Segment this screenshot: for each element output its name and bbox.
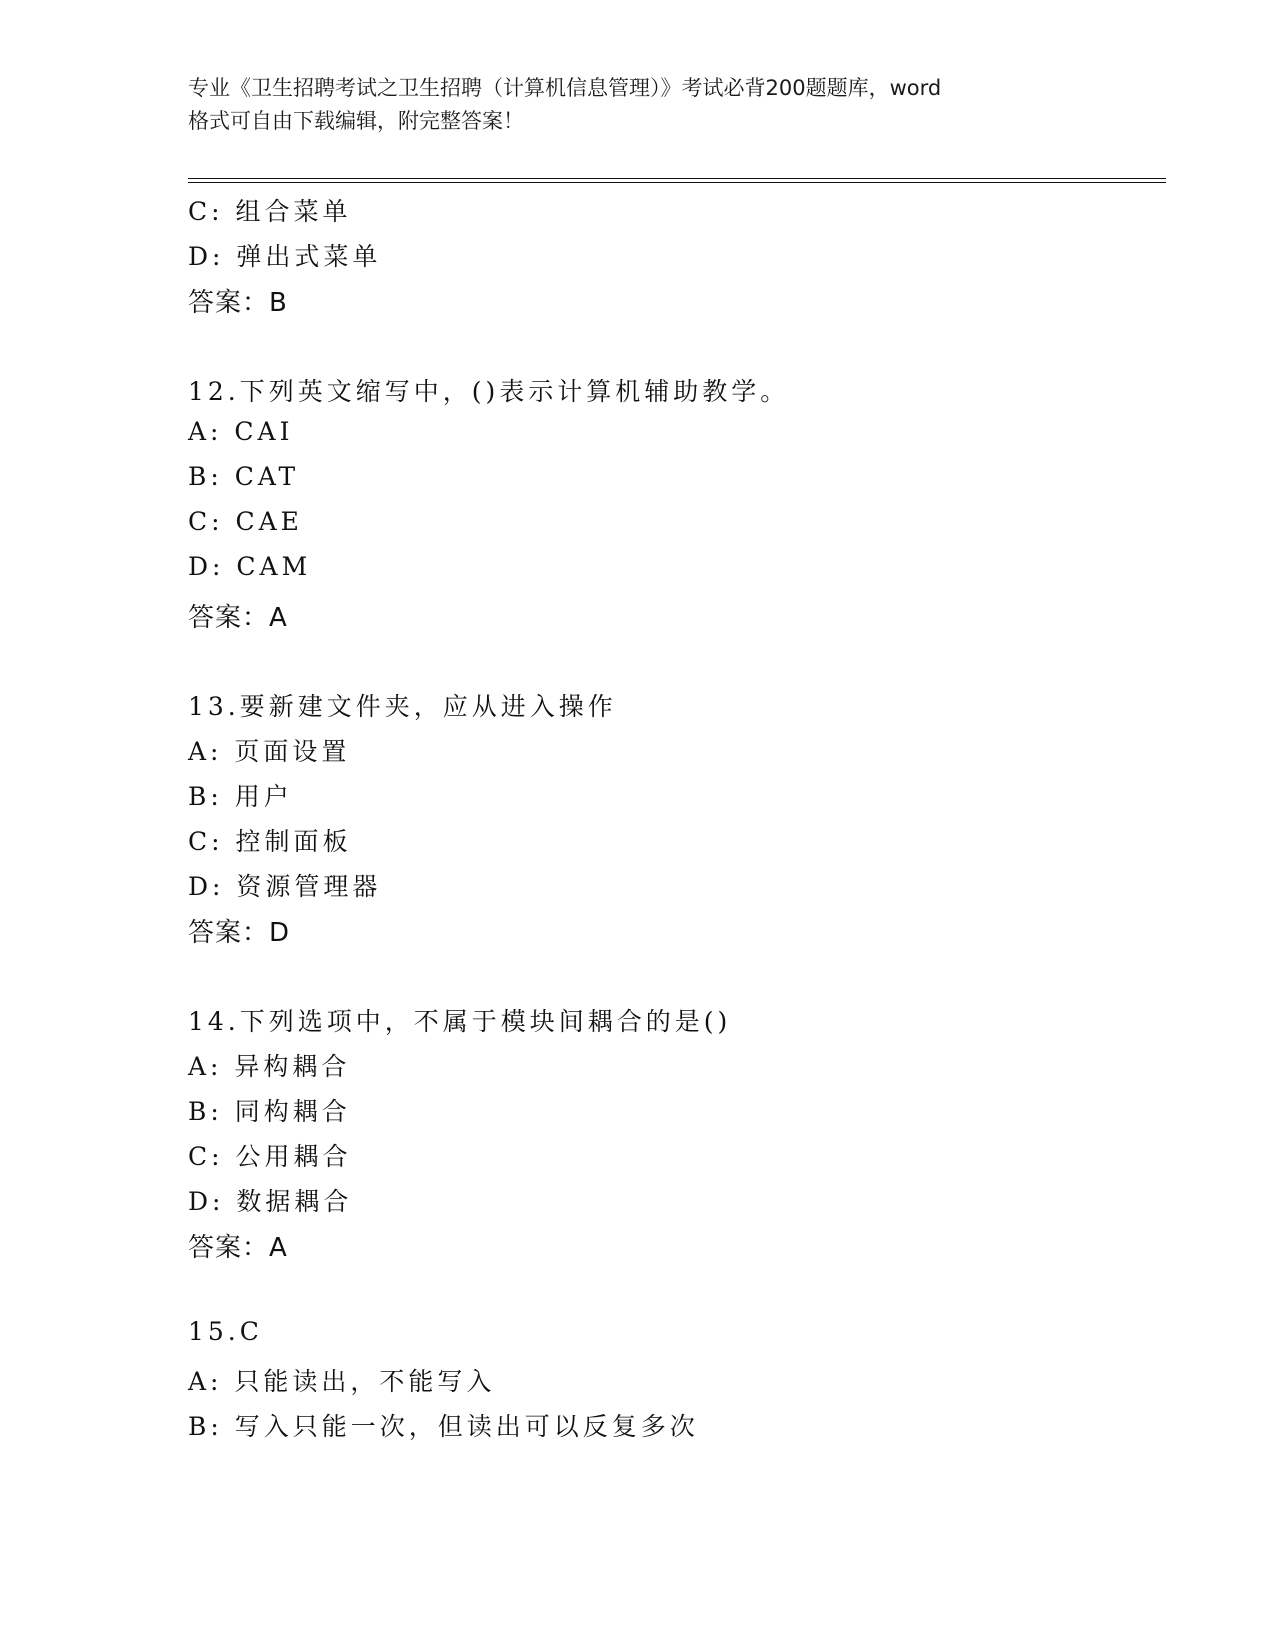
q14-stem: 14.下列选项中，不属于模块间耦合的是() <box>188 1007 732 1036</box>
q15-option-b: B: 写入只能一次，但读出可以反复多次 <box>188 1412 699 1441</box>
q13-option-d: D: 资源管理器 <box>188 872 382 901</box>
header-divider <box>188 178 1166 179</box>
header-title-line-2: 格式可自由下载编辑，附完整答案！ <box>188 109 524 133</box>
header-title-line-1: 专业《卫生招聘考试之卫生招聘（计算机信息管理）》考试必背200题题库，word <box>188 76 942 100</box>
q13-option-a: A: 页面设置 <box>188 737 351 766</box>
q14-option-c: C: 公用耦合 <box>188 1142 352 1171</box>
q13-answer: 答案：D <box>188 918 291 948</box>
q11-answer: 答案：B <box>188 288 288 318</box>
q15-stem: 15.C <box>188 1317 263 1346</box>
q14-answer: 答案：A <box>188 1233 288 1263</box>
header-divider-double <box>188 182 1166 183</box>
q13-option-c: C: 控制面板 <box>188 827 352 856</box>
q12-stem: 12.下列英文缩写中，()表示计算机辅助教学。 <box>188 377 790 406</box>
q14-option-d: D: 数据耦合 <box>188 1187 353 1216</box>
q13-option-b: B: 用户 <box>188 782 293 811</box>
q14-option-a: A: 异构耦合 <box>188 1052 351 1081</box>
q13-stem: 13.要新建文件夹，应从进入操作 <box>188 692 617 721</box>
page-header <box>188 72 1108 138</box>
q11-option-c: C: 组合菜单 <box>188 197 352 226</box>
q12-answer: 答案：A <box>188 603 288 633</box>
q15-option-a: A: 只能读出，不能写入 <box>188 1367 496 1396</box>
q12-option-c: C: CAE <box>188 507 303 536</box>
q11-option-d: D: 弹出式菜单 <box>188 242 382 271</box>
q12-option-d: D: CAM <box>188 552 312 581</box>
q12-option-a: A: CAI <box>188 417 294 446</box>
q14-option-b: B: 同构耦合 <box>188 1097 351 1126</box>
q12-option-b: B: CAT <box>188 462 300 491</box>
